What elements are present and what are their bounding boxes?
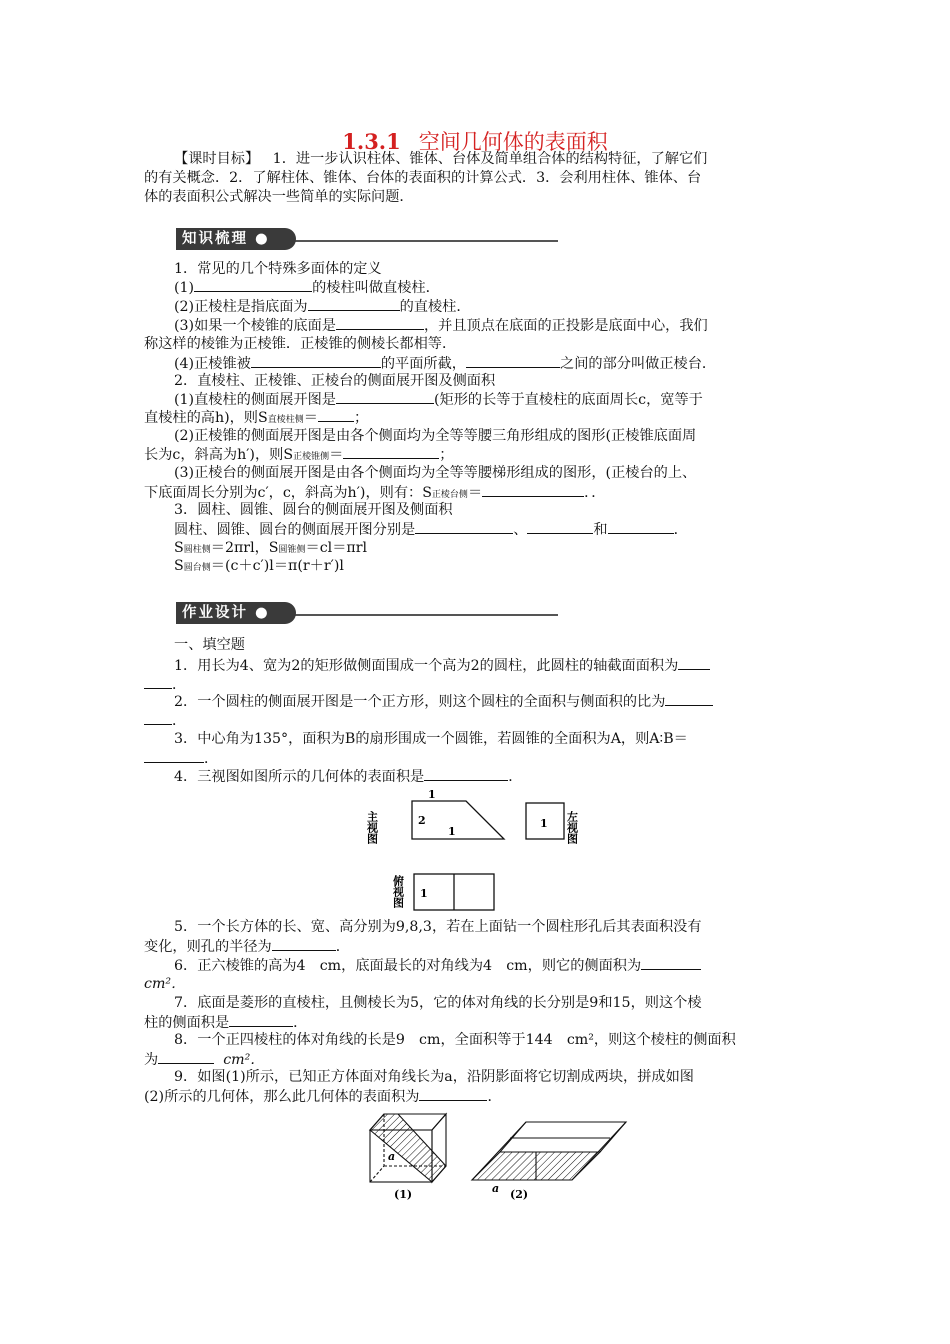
cube-figure-1 bbox=[370, 1114, 446, 1182]
k-item-2: (2)正棱柱是指底面为 的直棱柱． bbox=[174, 299, 471, 315]
dim-label: 2 bbox=[418, 814, 426, 827]
ex-2: 2．一个圆柱的侧面展开图是一个正方形，则这个圆柱的全面积与侧面积的比为 bbox=[144, 692, 839, 711]
k-heading-2: 2．直棱柱、正棱锥、正棱台的侧面展开图及侧面积 bbox=[174, 373, 496, 389]
front-view-label bbox=[366, 810, 380, 845]
section-rule bbox=[292, 614, 558, 616]
figure-caption: (1) bbox=[394, 1188, 413, 1201]
dim-label: 1 bbox=[420, 887, 428, 900]
k-item-3-cont: 称这样的棱锥为正棱锥．正棱锥的侧棱长都相等． bbox=[144, 336, 457, 352]
figure-caption: (2) bbox=[510, 1188, 529, 1201]
k-item-1: (1) 的棱柱叫做直棱柱． bbox=[174, 280, 440, 296]
dim-label: 1 bbox=[448, 825, 456, 838]
section-tag: 作业设计 ● bbox=[176, 602, 296, 624]
front-view-shape bbox=[412, 801, 504, 839]
prism-figure-2 bbox=[472, 1122, 626, 1180]
section-header-knowledge bbox=[176, 228, 558, 250]
ex-9-cont: (2)所示的几何体，那么此几何体的表面积为 ． bbox=[144, 1089, 502, 1105]
ex-5-cont: 变化，则孔的半径为 ． bbox=[144, 939, 350, 955]
ex-6-cont: cm²． bbox=[144, 976, 186, 992]
side-view-label: 左视图 bbox=[565, 811, 579, 844]
ex-7-cont: 柱的侧面积是 ． bbox=[144, 1015, 308, 1031]
dim-label: a bbox=[492, 1182, 500, 1195]
ex-2-cont: ． bbox=[144, 711, 809, 730]
svg-text:主视图: 主视图 bbox=[365, 811, 379, 844]
dim-label: 1 bbox=[540, 817, 548, 830]
k-formula-1: S圆柱侧＝2πrl，S圆锥侧＝cl＝πrl bbox=[174, 540, 368, 556]
section-header-homework bbox=[176, 602, 558, 624]
k-q2: (2)正棱锥的侧面展开图是由各个侧面均为全等等腰三角形组成的图形(正棱锥底面周 bbox=[174, 428, 697, 444]
ex-3: 3．中心角为135°，面积为B的扇形围成一个圆锥，若圆锥的全面积为A，则A∶B＝ bbox=[174, 731, 688, 747]
ex-8-cont: 为 cm². bbox=[144, 1052, 255, 1068]
goal-line-1: 【课时目标】 1．进一步认识柱体、锥体、台体及简单组合体的结构特征，了解它们 bbox=[174, 151, 708, 167]
k-q3: (3)正棱台的侧面展开图是由各个侧面均为全等等腰梯形组成的图形，(正棱台的上、 bbox=[174, 465, 697, 481]
k-q1: (1)直棱柱的侧面展开图是 (矩形的长等于直棱柱的底面周长c，宽等于 bbox=[174, 392, 703, 408]
k-item-4: (4)正棱锥被 的平面所截， 之间的部分叫做正棱台． bbox=[174, 356, 717, 372]
ex-1-cont: ． bbox=[144, 675, 809, 694]
k-r1: 圆柱、圆锥、圆台的侧面展开图分别是 、 和 ． bbox=[174, 522, 688, 538]
dim-label: 1 bbox=[428, 788, 436, 801]
k-heading-1: 1．常见的几个特殊多面体的定义 bbox=[174, 261, 382, 277]
ex-5: 5．一个长方体的长、宽、高分别为9,8,3，若在上面钻一个圆柱形孔后其表面积没有 bbox=[174, 919, 702, 935]
section-tag: 知识梳理 ● bbox=[176, 228, 296, 250]
ex-3-cont: ． bbox=[144, 749, 809, 768]
ex-6: 6．正六棱锥的高为4 cm，底面最长的对角线为4 cm，则它的侧面积为 bbox=[144, 956, 839, 975]
three-view-figure bbox=[362, 787, 592, 917]
ex-7: 7．底面是菱形的直棱柱，且侧棱长为5，它的体对角线的长分别是9和15，则这个棱 bbox=[174, 995, 702, 1011]
k-formula-2: S圆台侧＝(c＋c′)l＝π(r＋r′)l bbox=[174, 558, 344, 574]
k-q2-cont: 长为c，斜高为h′)，则S正棱锥侧＝ ； bbox=[144, 447, 454, 463]
title-number: 1.3.1 bbox=[342, 129, 401, 154]
title-text: 空间几何体的表面积 bbox=[418, 130, 608, 154]
goal-line-2: 的有关概念．2．了解柱体、锥体、台体的表面积的计算公式．3．会利用柱体、锥体、台 bbox=[144, 170, 702, 186]
k-heading-3: 3．圆柱、圆锥、圆台的侧面展开图及侧面积 bbox=[174, 502, 453, 518]
cube-cut-figure bbox=[360, 1106, 640, 1202]
ex-4: 4．三视图如图所示的几何体的表面积是 ． bbox=[174, 769, 523, 785]
hw-heading: 一、填空题 bbox=[174, 637, 245, 653]
top-view-label: 俯视图 bbox=[391, 875, 405, 908]
ex-1: 1．用长为4、宽为2的矩形做侧面围成一个高为2的圆柱，此圆柱的轴截面面积为 bbox=[144, 656, 839, 675]
k-q1-cont: 直棱柱的高h)，则S直棱柱侧＝ ； bbox=[144, 410, 369, 426]
ex-8: 8．一个正四棱柱的体对角线的长是9 cm，全面积等于144 cm²，则这个棱柱的侧面积 bbox=[174, 1032, 736, 1048]
ex-9: 9．如图(1)所示，已知正方体面对角线长为a，沿阴影面将它切割成两块，拼成如图 bbox=[174, 1069, 694, 1085]
k-item-3: (3)如果一个棱锥的底面是 ，并且顶点在底面的正投影是底面中心，我们 bbox=[174, 318, 708, 334]
dim-label: a bbox=[388, 1150, 396, 1163]
goal-line-3: 体的表面积公式解决一些简单的实际问题． bbox=[144, 189, 414, 205]
section-rule bbox=[292, 240, 558, 242]
k-q3-cont: 下底面周长分别为c′，c，斜高为h′)，则有：S正棱台侧＝ ．． bbox=[144, 485, 606, 501]
goal-label: 【课时目标】 bbox=[174, 151, 260, 167]
